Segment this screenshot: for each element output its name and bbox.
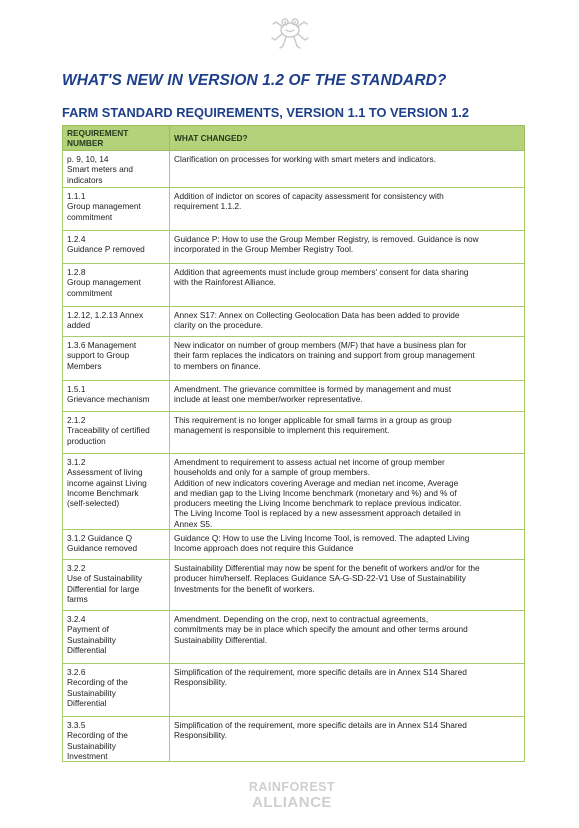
what-changed-cell: This requirement is no longer applicable for small farms in a group as group management is responsible to implement this requirement.: [170, 412, 525, 454]
requirement-number-cell: p. 9, 10, 14 Smart meters and indicators: [63, 151, 170, 188]
requirement-number-cell: 3.3.5 Recording of the Sustainability Investment: [63, 717, 170, 762]
what-changed-cell: Guidance Q: How to use the Living Income Tool, is removed. The adapted Living Income approach does not require this Guidance: [170, 530, 525, 560]
what-changed-cell: Clarification on processes for working with smart meters and indicators.: [170, 151, 525, 188]
requirement-number-cell: 1.2.4 Guidance P removed: [63, 231, 170, 264]
table-row: [63, 231, 525, 264]
requirement-number-cell: 3.2.4 Payment of Sustainability Differential: [63, 611, 170, 664]
what-changed-cell: Annex S17: Annex on Collecting Geolocation Data has been added to provide clarity on the procedure.: [170, 307, 525, 337]
table-row: [63, 412, 525, 454]
requirement-number-cell: 3.2.6 Recording of the Sustainability Differential: [63, 664, 170, 717]
section-subtitle: FARM STANDARD REQUIREMENTS, VERSION 1.1 TO VERSION 1.2: [62, 105, 469, 120]
requirement-number-cell: 3.2.2 Use of Sustainability Differential for large farms: [63, 560, 170, 611]
what-changed-cell: Amendment. The grievance committee is formed by management and must include at least one member/worker representative.: [170, 381, 525, 412]
logo-text-line1: RAINFOREST: [248, 780, 336, 794]
table-row: [63, 337, 525, 381]
table-row: [63, 530, 525, 560]
what-changed-cell: New indicator on number of group members (M/F) that have a business plan for their farm replaces the indicators on training and support from group management to members on finance.: [170, 337, 525, 381]
page-title: WHAT'S NEW IN VERSION 1.2 OF THE STANDARD?: [62, 72, 447, 89]
what-changed-cell: Simplification of the requirement, more specific details are in Annex S14 Shared Responsibility.: [170, 717, 525, 762]
what-changed-cell: Amendment to requirement to assess actual net income of group member households and only for a sample of group members. Addition of new indicators covering Average and median net income, Average and median gap to the Living Income benchmark (monetary and %) and % of producers meeting the Living Income benchmark to replace previous indicator. The Living Income Tool is replaced by a new assessment approach detailed in Annex S5.: [170, 454, 525, 530]
table-body: [63, 151, 525, 762]
requirement-number-cell: 1.3.6 Management support to Group Members: [63, 337, 170, 381]
what-changed-cell: Simplification of the requirement, more specific details are in Annex S14 Shared Responsibility.: [170, 664, 525, 717]
what-changed-cell: Guidance P: How to use the Group Member Registry, is removed. Guidance is now incorporated in the Group Member Registry Tool.: [170, 231, 525, 264]
table-row: [63, 454, 525, 530]
requirement-number-cell: 1.5.1 Grievance mechanism: [63, 381, 170, 412]
table-row: [63, 611, 525, 664]
column-header: WHAT CHANGED?: [170, 126, 525, 151]
requirement-number-cell: 3.1.2 Assessment of living income against Living Income Benchmark (self-selected): [63, 454, 170, 530]
requirement-number-cell: 2.1.2 Traceability of certified production: [63, 412, 170, 454]
requirement-number-cell: 1.2.8 Group management commitment: [63, 264, 170, 307]
what-changed-cell: Addition of indictor on scores of capacity assessment for consistency with requirement 1.1.2.: [170, 188, 525, 231]
column-header: REQUIREMENT NUMBER: [63, 126, 170, 151]
table-row: [63, 717, 525, 762]
what-changed-cell: Addition that agreements must include group members' consent for data sharing with the Rainforest Alliance.: [170, 264, 525, 307]
requirements-table: [62, 125, 525, 762]
requirement-number-cell: 3.1.2 Guidance Q Guidance removed: [63, 530, 170, 560]
table-row: [63, 381, 525, 412]
what-changed-cell: Sustainability Differential may now be spent for the benefit of workers and/or for the producer him/herself. Replaces Guidance SA-G-SD-22-V1 Use of Sustainability Investments for the benefit of workers.: [170, 560, 525, 611]
table-row: [63, 664, 525, 717]
table-row: [63, 560, 525, 611]
requirement-number-cell: 1.2.12, 1.2.13 Annex added: [63, 307, 170, 337]
requirement-number-cell: 1.1.1 Group management commitment: [63, 188, 170, 231]
table-row: [63, 264, 525, 307]
frog-logo-icon: [268, 10, 312, 52]
what-changed-cell: Amendment. Depending on the crop, next to contractual agreements, commitments may be in place which specify the amount and other terms around Sustainability Differential.: [170, 611, 525, 664]
logo-text-line2: ALLIANCE: [252, 794, 332, 811]
table-row: [63, 307, 525, 337]
table-row: [63, 188, 525, 231]
table-header-row: [63, 126, 525, 151]
table-row: [63, 151, 525, 188]
rainforest-alliance-logo: [244, 780, 340, 816]
